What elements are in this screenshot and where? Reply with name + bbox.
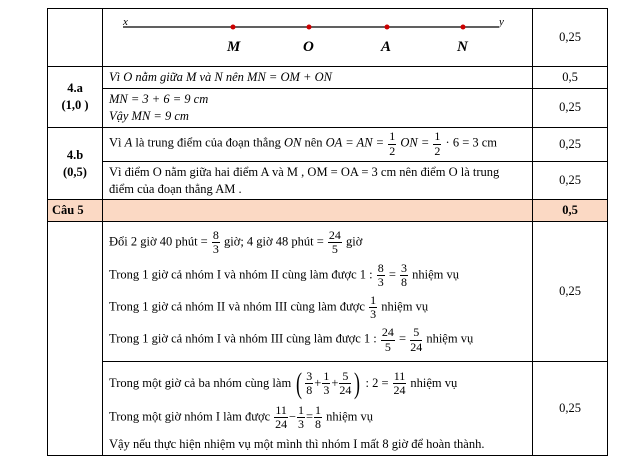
text-fragment: nên (304, 136, 323, 150)
fraction: $\frac{1}{2}$ (389, 129, 396, 158)
q4b-label: 4.b (66, 147, 84, 162)
cau5-header-row (48, 200, 608, 222)
cau5-block2-cell (103, 361, 533, 455)
fraction: $\frac{1}{3}$ (323, 369, 330, 398)
q4a-statement: Vì O nằm giữa M và N nên MN = OM + ON (103, 67, 533, 89)
fraction: $\frac{1}{3}$ (370, 293, 377, 322)
ray-end-label: y (499, 15, 504, 28)
score-cell: 0,25 (533, 9, 608, 67)
q4a-row1 (48, 67, 608, 89)
answer-key-table (47, 8, 608, 456)
q4a-row2 (48, 88, 608, 127)
q4b-score2: 0,25 (533, 161, 608, 200)
all-groups-line: Trong một giờ cả ba nhóm cùng làm ( $\frac{3}{8}$ + $\frac{1}{3}$ + $\frac{5}{24}$ ) : 2 = $\frac{11}{24}$ nhiệm vụ (109, 366, 458, 400)
text-fragment: là trung điểm của đoạn thẳng (135, 136, 281, 150)
point-o-label: O (303, 38, 314, 55)
final-conclusion: Vậy nếu thực hiện nhiệm vụ một mình thì nhóm I mất 8 giờ để hoàn thành. (109, 437, 485, 452)
fraction: $\frac{3}{8}$ (401, 260, 408, 289)
fraction: $\frac{8}{3}$ (212, 228, 219, 257)
q4b-conclusion-line2: điểm của đoạn thẳng AM . (109, 181, 242, 196)
fraction: $\frac{11}{24}$ (275, 402, 288, 431)
conversion-line: Đổi 2 giờ 40 phút = $\frac{8}{3}$ giờ; 4 giờ 48 phút = $\frac{24}{5}$ giờ (109, 228, 363, 257)
fraction: $\frac{8}{3}$ (377, 260, 384, 289)
q4b-row1 (48, 127, 608, 161)
cau5-header-blank (103, 200, 533, 222)
point-n-dot (461, 24, 466, 29)
point-m-label: M (227, 38, 241, 55)
fraction: $\frac{5}{24}$ (339, 369, 352, 398)
cau5-score: 0,5 (533, 200, 608, 222)
q4a-conclusion: Vậy MN = 9 cm (109, 108, 189, 123)
cau5-label: Câu 5 (48, 200, 103, 222)
cau5-empty-label (48, 222, 103, 456)
groups-1-3-line: Trong 1 giờ cả nhóm I và nhóm III cùng làm được 1 : $\frac{24}{5}$ = $\frac{5}{24}$ nhiệm vụ (109, 325, 474, 354)
fraction: $\frac{11}{24}$ (393, 369, 406, 398)
fraction: $\frac{3}{8}$ (306, 369, 313, 398)
q4a-score2: 0,25 (533, 88, 608, 127)
fraction: $\frac{1}{8}$ (315, 402, 322, 431)
point-a-label: A (381, 38, 392, 55)
q4a-label: 4.a (67, 80, 83, 95)
fraction: $\frac{1}{3}$ (297, 402, 304, 431)
cau5-block1-cell (103, 222, 533, 362)
fraction: $\frac{24}{5}$ (381, 325, 394, 354)
text-fragment: ON = (400, 136, 430, 150)
q4a-score1: 0,5 (533, 67, 608, 89)
number-line-row (48, 9, 608, 67)
q4a-computation-cell (103, 88, 533, 127)
cau5-block2-score: 0,25 (533, 361, 608, 455)
q4b-points: (0,5) (63, 164, 87, 179)
text-fragment: · 6 = 3 cm (445, 136, 498, 150)
number-line-figure (109, 13, 549, 63)
point-o-dot (307, 24, 312, 29)
group1-line: Trong một giờ nhóm I làm được $\frac{11}{24}$ − $\frac{1}{3}$ = $\frac{1}{8}$ nhiệm vụ (109, 402, 374, 431)
q4a-points: (1,0 ) (61, 97, 89, 112)
q4a-computation: MN = 3 + 6 = 9 cm (109, 91, 209, 106)
q4b-conclusion-line1: Vì điểm O nằm giữa hai điểm A và M , OM = OA = 3 cm nên điểm O là trung (109, 164, 500, 179)
q4b-score1: 0,25 (533, 127, 608, 161)
cau5-block1-score: 0,25 (533, 222, 608, 362)
point-n-label: N (457, 38, 468, 55)
text-fragment: Vì (109, 136, 122, 150)
q4b-midpoint-conclusion-cell (103, 161, 533, 200)
cau5-block1-row (48, 222, 608, 362)
empty-label-cell (48, 9, 103, 67)
groups-2-3-line: Trong 1 giờ cả nhóm II và nhóm III cùng làm được $\frac{1}{3}$ nhiệm vụ (109, 293, 429, 322)
q4b-row2 (48, 161, 608, 200)
point-a-dot (385, 24, 390, 29)
point-m-dot (231, 24, 236, 29)
q4b-midpoint-cell (103, 127, 533, 161)
q4b-label-cell (48, 127, 103, 200)
cau5-block2-row (48, 361, 608, 455)
text-fragment: ON (283, 136, 302, 150)
fraction: $\frac{1}{2}$ (434, 129, 441, 158)
groups-1-2-line: Trong 1 giờ cả nhóm I và nhóm II cùng làm được 1 : $\frac{8}{3}$ = $\frac{3}{8}$ nhiệm vụ (109, 260, 460, 289)
number-line-cell (103, 9, 533, 67)
ray-start-label: x (123, 15, 128, 28)
q4a-label-cell (48, 67, 103, 128)
text-fragment: OA = AN = (325, 136, 385, 150)
fraction: $\frac{5}{24}$ (410, 325, 423, 354)
text-fragment: A (124, 136, 133, 150)
fraction: $\frac{24}{5}$ (328, 228, 341, 257)
